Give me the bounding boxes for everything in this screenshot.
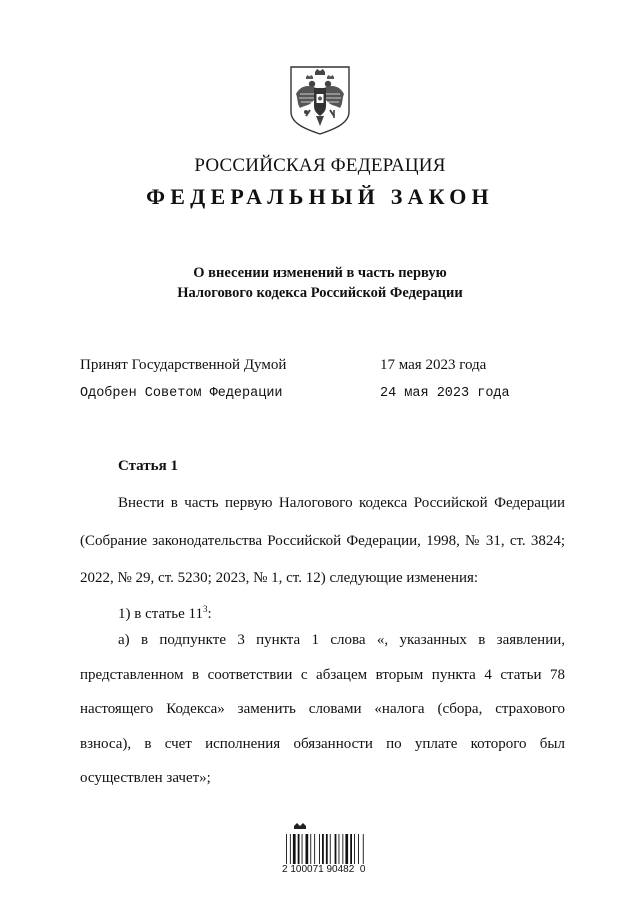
- amendment-item-1-superscript: 3: [203, 604, 208, 614]
- barcode-number: 2 100071 90482 0: [282, 864, 366, 875]
- subitem-line: а) в подпункте 3 пункта 1 слова «, указанных в заявлении,: [118, 632, 565, 648]
- article-heading: Статья 1: [118, 458, 178, 474]
- state-emblem-icon: [288, 64, 352, 136]
- article-paragraph-line: (Собрание законодательства Российской Федерации, 1998, № 31, ст. 3824;: [80, 533, 565, 549]
- law-subject: [0, 263, 640, 303]
- council-approval-date: 24 мая 2023 года: [380, 386, 510, 401]
- subitem-line: осуществлен зачет»;: [80, 770, 211, 786]
- subitem-line: настоящего Кодекса» заменить словами «налога (сбора, страхового: [80, 701, 565, 717]
- duma-adoption-label: Принят Государственной Думой: [80, 357, 287, 373]
- law-subject-line-2: Налогового кодекса Российской Федерации: [177, 285, 463, 301]
- subitem-line: взноса), в счет исполнения обязанности по уплате которого был: [80, 736, 565, 752]
- amendment-item-1-colon: :: [207, 606, 212, 622]
- article-paragraph-line: Внести в часть первую Налогового кодекса Российской Федерации: [118, 495, 565, 511]
- amendment-item-1: [118, 604, 212, 623]
- country-name: РОССИЙСКАЯ ФЕДЕРАЦИЯ: [194, 155, 446, 176]
- duma-adoption-date: 17 мая 2023 года: [380, 357, 487, 373]
- council-approval-label: Одобрен Советом Федерации: [80, 386, 283, 401]
- amendment-item-1-text: 1) в статье 11: [118, 606, 203, 622]
- article-paragraph-line: 2022, № 29, ст. 5230; 2023, № 1, ст. 12) следующие изменения:: [80, 570, 479, 586]
- document-type-title: ФЕДЕРАЛЬНЫЙ ЗАКОН: [146, 184, 494, 209]
- law-subject-line-1: О внесении изменений в часть первую: [193, 265, 447, 281]
- subitem-line: представленном в соответствии с абзацем вторым пункта 4 статьи 78: [80, 667, 565, 683]
